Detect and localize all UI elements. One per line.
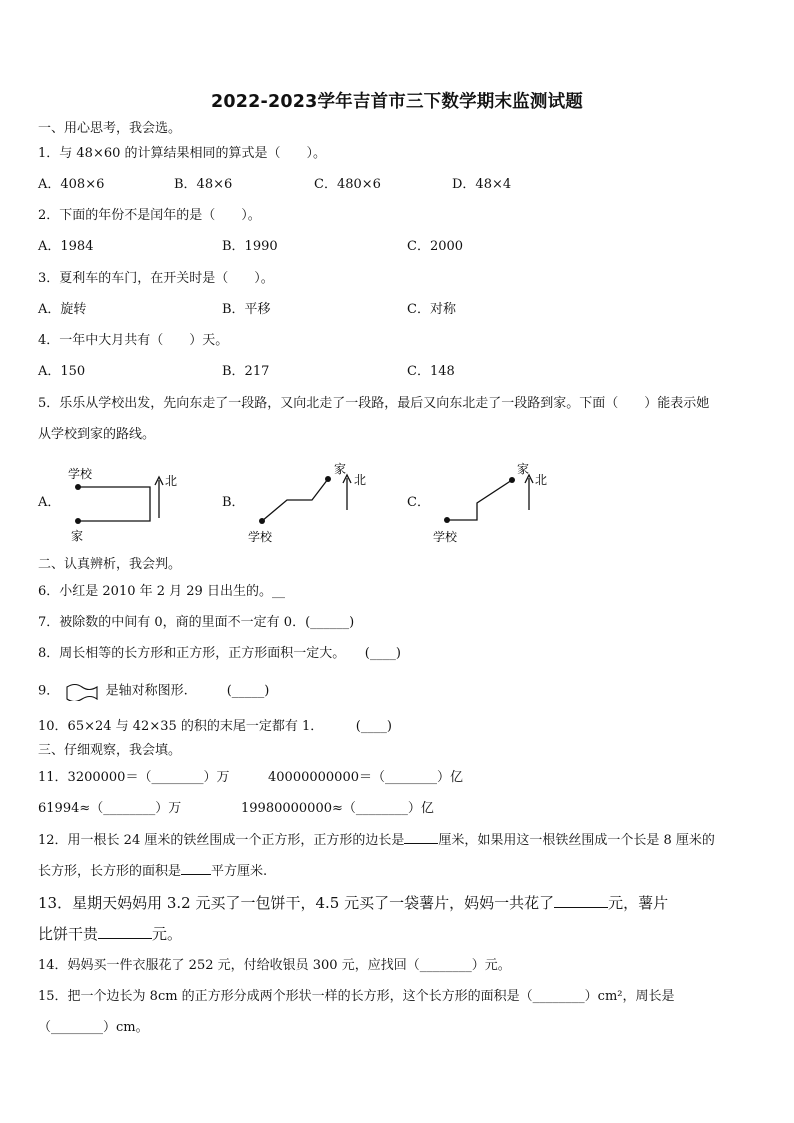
question-13-line-2 (38, 924, 182, 944)
route-diagram-c (425, 458, 565, 550)
route-diagram-a (60, 460, 190, 550)
question-13-text-3: 比饼干贵 (38, 925, 99, 943)
question-8: 8．周长相等的长方形和正方形，正方形面积一定大。 (____) (38, 646, 401, 661)
school-point (444, 517, 450, 523)
question-15-line-2: （________）cm。 (38, 1020, 149, 1035)
q3-option-b: B．平移 (222, 302, 271, 317)
q4-option-b: B．217 (222, 364, 270, 379)
q5-option-b: B． (222, 495, 245, 510)
question-13-text-4: 元。 (152, 925, 183, 943)
q4-option-a: A．150 (38, 364, 86, 379)
question-12-line-1 (38, 831, 715, 850)
question-11-part-1: 11．3200000＝（________）万 (38, 770, 230, 785)
route-path (262, 479, 328, 521)
question-12-line-2 (38, 862, 267, 881)
question-5-line-1: 5．乐乐从学校出发，先向东走了一段路，又向北走了一段路，最后又向东北走了一段路到家。下面（ ）能表示她 (38, 396, 710, 411)
question-12-text-1: 12．用一根长 24 厘米的铁丝围成一个正方形，正方形的边长是 (38, 833, 405, 848)
question-10: 10．65×24 与 42×35 的积的末尾一定都有 1． (____) (38, 719, 392, 734)
route-path (78, 487, 150, 521)
question-12-text-4: 平方厘米. (211, 864, 268, 879)
wavy-flag-shape (65, 681, 99, 701)
q1-option-d: D．48×4 (452, 177, 512, 192)
question-4: 4．一年中大月共有（ ）天。 (38, 333, 229, 348)
question-13-text-2: 元，薯片 (608, 894, 669, 912)
answer-blank[interactable] (404, 831, 438, 844)
answer-blank[interactable] (98, 926, 152, 939)
question-9-text: 是轴对称图形. (_____) (105, 683, 270, 699)
home-label: 家 (71, 529, 84, 543)
q3-option-c: C．对称 (407, 302, 456, 317)
question-14: 14．妈妈买一件衣服花了 252 元，付给收银员 300 元，应找回（________）元。 (38, 958, 511, 973)
section-1-heading: 一、用心思考，我会选。 (38, 121, 182, 136)
question-2: 2．下面的年份不是闰年的是（ ）。 (38, 208, 261, 223)
section-2-heading: 二、认真辨析，我会判。 (38, 557, 182, 572)
q4-option-c: C．148 (407, 364, 455, 379)
q5-option-a: A． (38, 495, 61, 510)
question-13-text-1: 13．星期天妈妈用 3.2 元买了一包饼干，4.5 元买了一袋薯片，妈妈一共花了 (38, 894, 555, 912)
north-label: 北 (535, 473, 548, 487)
question-9 (38, 681, 269, 701)
school-point (259, 518, 265, 524)
route-path (447, 480, 512, 520)
question-3: 3．夏利车的车门，在开关时是（ ）。 (38, 271, 274, 286)
school-label: 学校 (248, 530, 273, 544)
question-5-line-2: 从学校到家的路线。 (38, 427, 156, 442)
question-6: 6．小红是 2010 年 2 月 29 日出生的。__ (38, 584, 285, 599)
school-label: 学校 (433, 530, 458, 544)
home-label: 家 (334, 462, 347, 476)
home-point (75, 518, 81, 524)
answer-blank[interactable] (181, 862, 211, 875)
question-13-line-1 (38, 893, 668, 913)
q5-option-c: C． (407, 495, 430, 510)
question-11-part-4: 19980000000≈（________）亿 (241, 801, 434, 816)
answer-blank[interactable] (554, 895, 608, 908)
question-9-number: 9． (38, 683, 60, 699)
q2-option-b: B．1990 (222, 239, 278, 254)
north-label: 北 (354, 473, 367, 487)
q3-option-a: A．旋转 (38, 302, 87, 317)
question-1: 1．与 48×60 的计算结果相同的算式是（ ）。 (38, 146, 327, 161)
question-11-part-3: 61994≈（________）万 (38, 801, 182, 816)
route-diagram-b (240, 458, 380, 550)
q2-option-c: C．2000 (407, 239, 464, 254)
school-label: 学校 (68, 467, 93, 481)
q1-option-c: C．480×6 (314, 177, 381, 192)
question-7: 7．被除数的中间有 0，商的里面不一定有 0．(______) (38, 615, 355, 630)
north-label: 北 (165, 474, 178, 488)
question-11-part-2: 40000000000＝（________）亿 (268, 770, 463, 785)
question-12-text-2: 厘米，如果用这一根铁丝围成一个长是 8 厘米的 (438, 833, 715, 848)
section-3-heading: 三、仔细观察，我会填。 (38, 743, 182, 758)
q2-option-a: A．1984 (38, 239, 94, 254)
q1-option-a: A．408×6 (38, 177, 105, 192)
home-label: 家 (517, 462, 530, 476)
question-12-text-3: 长方形，长方形的面积是 (38, 864, 182, 879)
question-15-line-1: 15．把一个边长为 8cm 的正方形分成两个形状一样的长方形，这个长方形的面积是（________）cm²，周长是 (38, 989, 675, 1004)
q1-option-b: B．48×6 (174, 177, 233, 192)
page-title: 2022-2023学年吉首市三下数学期末监测试题 (211, 92, 583, 112)
